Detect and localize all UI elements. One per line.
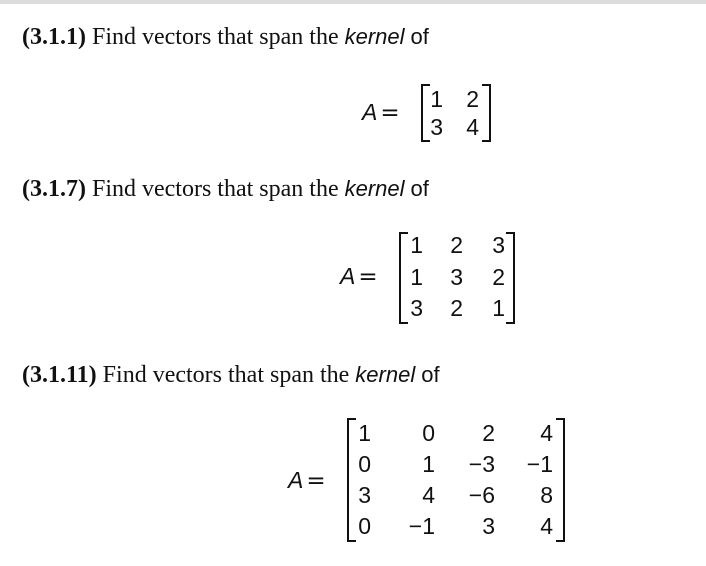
problem-text: Find vectors that span the <box>91 176 339 202</box>
matrix-cell: 1 <box>410 232 423 258</box>
matrix-a-label <box>362 99 400 126</box>
matrix-cell: 1 <box>492 295 505 321</box>
matrix-3x3 <box>399 232 515 324</box>
problem-3-1-7-heading <box>22 175 429 203</box>
matrix-cell: 2 <box>482 420 495 446</box>
matrix-symbol: A <box>362 99 378 125</box>
matrix-cell: 4 <box>466 114 479 140</box>
kernel-word: kernel <box>355 362 416 387</box>
matrix-a-label <box>288 467 326 494</box>
matrix-cell: −1 <box>526 451 553 477</box>
matrix-cell: 1 <box>430 86 443 112</box>
matrix-symbol: A <box>340 263 356 289</box>
matrix-2x2 <box>421 84 491 142</box>
matrix-cell: 3 <box>482 513 495 539</box>
equals-sign: = <box>380 100 400 126</box>
of-word: of <box>410 176 429 201</box>
kernel-word: kernel <box>344 176 405 201</box>
matrix-cell: 2 <box>492 264 505 290</box>
matrix-cell: 4 <box>540 420 553 446</box>
equals-sign: = <box>306 468 326 494</box>
matrix-cell: 4 <box>540 513 553 539</box>
matrix-cell: 3 <box>358 482 371 508</box>
matrix-cell: 8 <box>540 482 553 508</box>
problem-number: (3.1.1) <box>22 24 86 50</box>
of-word: of <box>421 362 440 387</box>
matrix-cell: 0 <box>422 420 435 446</box>
matrix-symbol: A <box>288 467 304 493</box>
matrix-cell: 1 <box>410 264 423 290</box>
equals-sign: = <box>358 264 378 290</box>
of-word: of <box>410 24 429 49</box>
matrix-cell: 3 <box>450 264 463 290</box>
problem-text: Find vectors that span the <box>91 24 339 50</box>
top-divider <box>0 0 706 4</box>
matrix-cell: 2 <box>450 232 463 258</box>
matrix-cell: −3 <box>468 451 495 477</box>
matrix-cell: 0 <box>358 513 371 539</box>
matrix-a-label <box>340 263 378 290</box>
matrix-cell: 3 <box>410 295 423 321</box>
matrix-cell: 4 <box>422 482 435 508</box>
matrix-cell: 3 <box>430 114 443 140</box>
problem-text: Find vectors that span the <box>102 362 350 388</box>
matrix-cell: 2 <box>466 86 479 112</box>
matrix-cell: 1 <box>422 451 435 477</box>
problem-3-1-11-heading <box>22 361 440 389</box>
problem-number: (3.1.7) <box>22 176 86 202</box>
problem-3-1-1-heading <box>22 23 429 51</box>
matrix-cell: −1 <box>408 513 435 539</box>
matrix-cell: 3 <box>492 232 505 258</box>
matrix-4x4 <box>347 418 565 542</box>
matrix-cell: 0 <box>358 451 371 477</box>
matrix-cell: 1 <box>358 420 371 446</box>
matrix-cell: 2 <box>450 295 463 321</box>
kernel-word: kernel <box>344 24 405 49</box>
matrix-cell: −6 <box>468 482 495 508</box>
problem-number: (3.1.11) <box>22 362 97 388</box>
